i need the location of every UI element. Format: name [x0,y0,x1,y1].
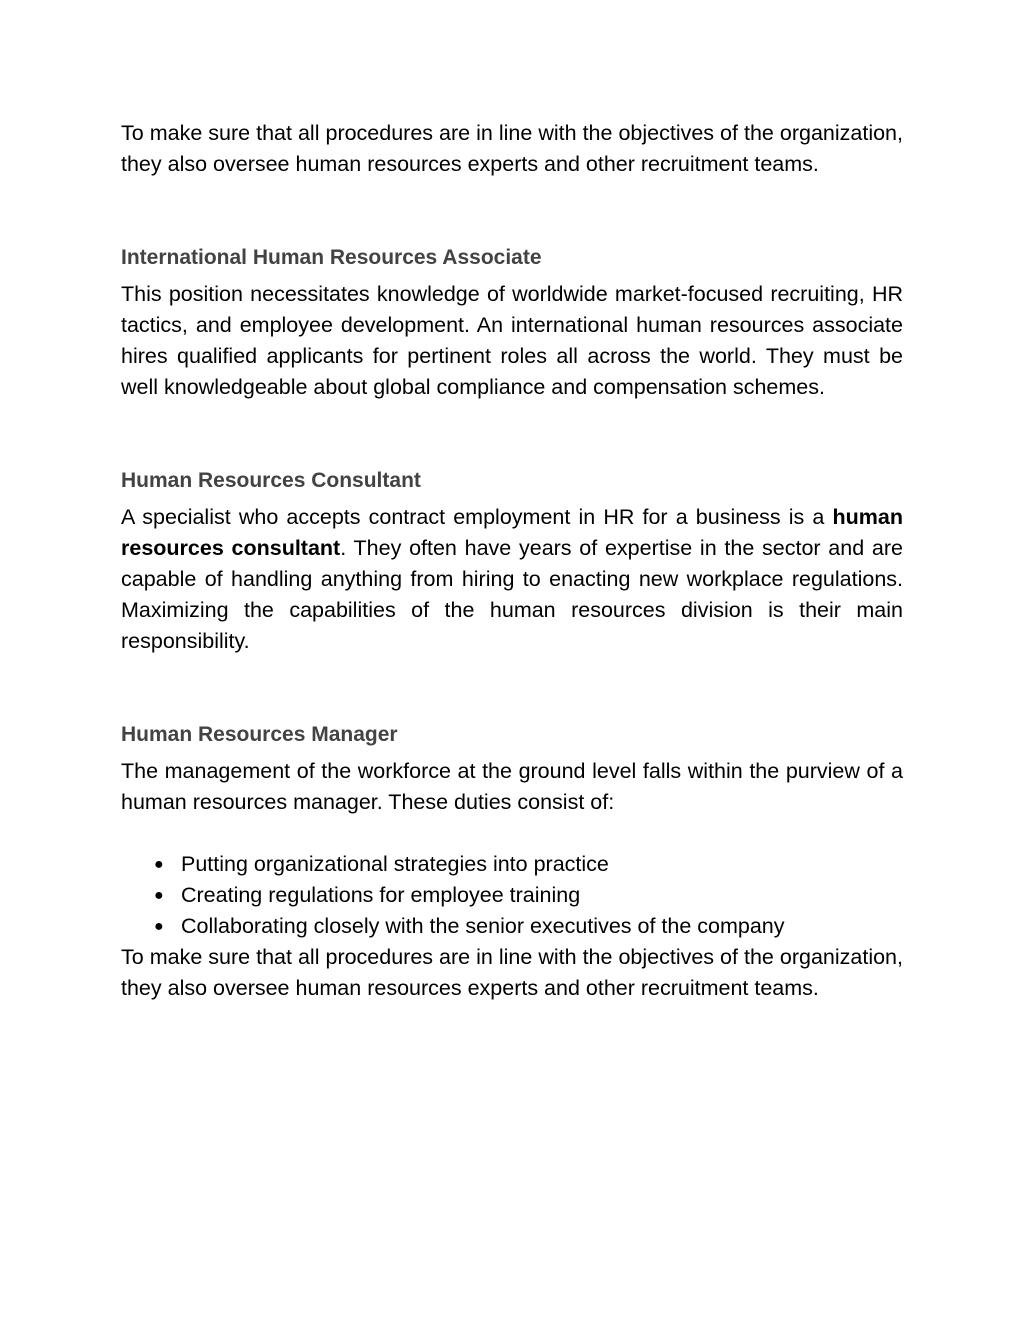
section-heading: International Human Resources Associate [121,246,542,269]
section-body: This position necessitates knowledge of worldwide market-focused recruiting, HR tactics, and employee development. An international human resources associate hires qualified applicants for pertinent roles all across the world. They must be well knowledgeable about global compliance and compensation schemes. [121,282,903,399]
intro-paragraph: To make sure that all procedures are in line with the objectives of the organization, they also oversee human resources experts and other recruitment teams. [121,121,903,176]
list-item [121,911,903,942]
section-hr-consultant [121,465,903,657]
bold-term: human resources consultant [121,505,903,560]
list-item-text: Creating regulations for employee training [181,883,581,907]
bullet-icon: ● [154,887,164,904]
list-item [121,880,903,911]
section-international-hr-associate [121,242,903,403]
duties-list [121,849,903,942]
bullet-icon: ● [154,918,164,935]
section-heading: Human Resources Manager [121,723,398,746]
section-body [121,502,903,657]
section-body: The management of the workforce at the ground level falls within the purview of a human resources manager. These duties consist of: [121,759,903,814]
list-item [121,849,903,880]
list-item-text: Collaborating closely with the senior executives of the company [181,914,785,938]
closing-paragraph: To make sure that all procedures are in line with the objectives of the organization, they also oversee human resources experts and other recruitment teams. [121,945,903,1000]
bullet-icon: ● [154,856,164,873]
document-page [121,118,903,1004]
body-text-end: . They often have years of expertise in the sector and are capable of handling anything from hiring to enacting new workplace regulations. Maximizing the capabilities of the human resources division is their main responsibility. [121,536,903,653]
list-item-text: Putting organizational strategies into practice [181,852,609,876]
section-heading: Human Resources Consultant [121,469,421,492]
body-text-start: A specialist who accepts contract employment in HR for a business is a [121,505,833,529]
section-hr-manager [121,719,903,1004]
